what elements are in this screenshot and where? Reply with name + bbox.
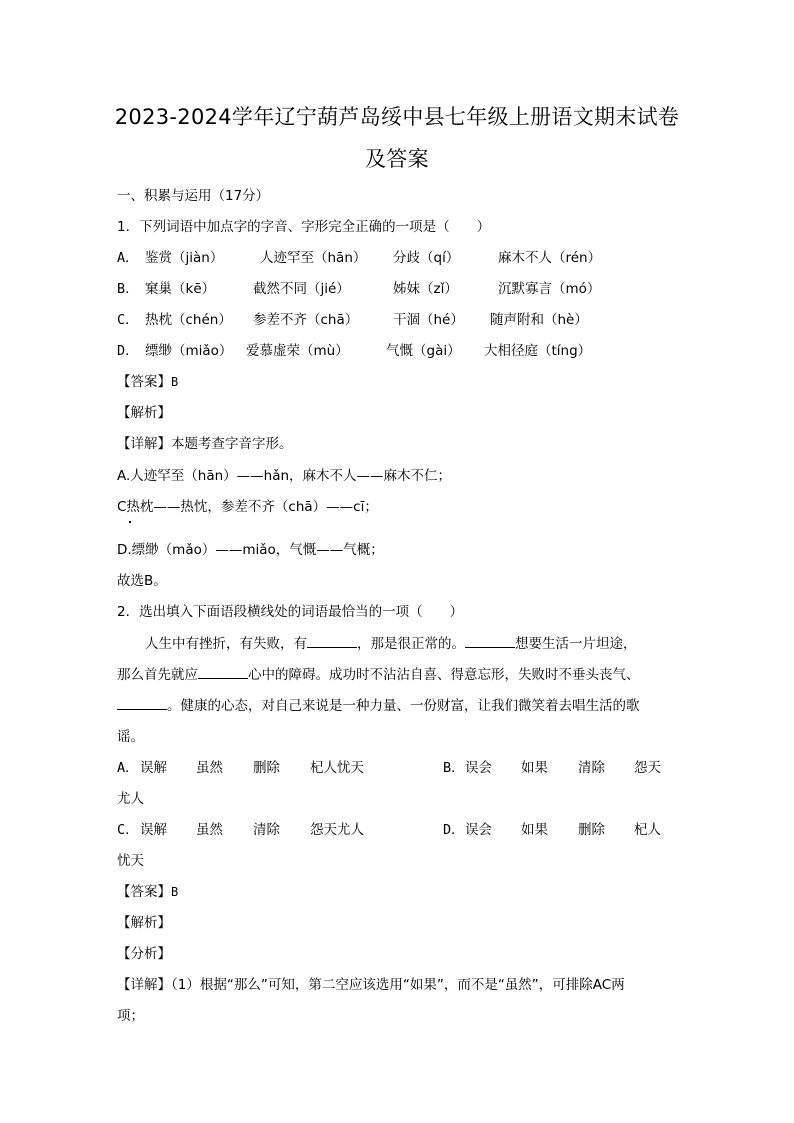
option-item: 怨天	[634, 760, 661, 776]
option-item: 大相径庭（tíng）	[484, 343, 592, 359]
option-item-wrap: 忧天	[117, 853, 144, 869]
question-2-detail	[117, 975, 625, 995]
option-item: 误会	[465, 760, 492, 776]
option-item: 怨天尤人	[310, 822, 364, 838]
option-label: C．	[117, 822, 139, 838]
passage-line	[117, 664, 640, 685]
fill-blank-2	[465, 633, 515, 648]
passage-text: 心中的障碍。成功时不沾沾自喜、得意忘形，失败时不垂头丧气、	[248, 667, 640, 683]
passage-text: 那么首先就应	[117, 667, 198, 683]
option-item: 缥缈（miǎo）	[145, 343, 233, 359]
document-title-continued: 及答案	[365, 147, 429, 171]
answer-label: 【答案】	[117, 884, 171, 900]
question-1-detail-line: A.人迹罕至（hān）——hǎn，麻木不人——麻木不仁；	[117, 468, 452, 484]
option-item: 干涸（hé）	[393, 312, 464, 328]
answer-label: 【答案】	[117, 374, 171, 390]
question-1-detail-line: C热枕——热忱，参差不齐（chā）——cī；	[117, 499, 378, 515]
option-item: 分歧（qí）	[393, 250, 460, 266]
option-item: 清除	[253, 822, 280, 838]
passage-text: 想要生活一片坦途，	[515, 636, 637, 652]
option-item: 热枕（chén）	[145, 312, 232, 328]
option-item: 随声附和（hè）	[490, 312, 588, 328]
question-2-analysis-label: 【解析】	[117, 915, 171, 931]
option-item: 截然不同（jié）	[253, 281, 350, 297]
answer-value: B	[171, 885, 179, 899]
option-item: 误解	[140, 822, 167, 838]
question-1-detail-line: D.缥缈（mǎo）——miǎo，气慨——气概；	[117, 542, 384, 558]
question-2-detail-wrap: 项；	[117, 1008, 144, 1024]
option-label: D．	[443, 822, 465, 838]
fill-blank-3	[198, 664, 248, 679]
passage-text: 。健康的心态，对自己来说是一种力量、一份财富，让我们微笑着去唱生活的歌	[167, 698, 640, 714]
option-item-wrap: 尤人	[117, 791, 144, 807]
passage-text: 人生中有挫折，有失败，有	[145, 636, 307, 652]
question-2-stem: 2．选出填入下面语段横线处的词语最恰当的一项（ ）	[117, 604, 464, 620]
option-item: 沉默寡言（mó）	[498, 281, 601, 297]
passage-line: 谣。	[117, 729, 144, 745]
detail-text: 本题考查字音字形。	[171, 436, 293, 452]
option-item: 虽然	[196, 760, 223, 776]
document-title: 2023-2024学年辽宁葫芦岛绥中县七年级上册语文期末试卷	[114, 105, 680, 129]
detail-label: 【详解】	[117, 977, 171, 993]
question-2-answer	[117, 882, 178, 902]
option-label: A．	[117, 250, 139, 266]
option-item: 杞人忧天	[310, 760, 364, 776]
question-1-answer	[117, 372, 178, 392]
option-item: 误会	[465, 822, 492, 838]
option-item: 姊妹（zǐ）	[393, 281, 458, 297]
option-label: B．	[117, 281, 139, 297]
option-item: 人迹罕至（hān）	[260, 250, 367, 266]
option-item: 删除	[253, 760, 280, 776]
option-item: 杞人	[634, 822, 661, 838]
option-item: 爱慕虚荣（mù）	[246, 343, 349, 359]
question-1-conclusion: 故选B。	[117, 573, 167, 589]
option-item: 鉴赏（jiàn）	[145, 250, 224, 266]
question-1-detail	[117, 434, 293, 454]
answer-value: B	[171, 375, 179, 389]
question-2-fenxi-label: 【分析】	[117, 946, 171, 962]
fill-blank-4	[117, 695, 167, 710]
option-label: D．	[117, 343, 139, 359]
fill-blank-1	[307, 633, 357, 648]
passage-line	[117, 695, 640, 716]
option-label: A．	[117, 760, 139, 776]
detail-label: 【详解】	[117, 436, 171, 452]
option-label: C．	[117, 312, 139, 328]
option-item: 气慨（gài）	[386, 343, 461, 359]
option-label: B．	[443, 760, 465, 776]
option-item: 清除	[578, 760, 605, 776]
option-item: 麻木不人（rén）	[498, 250, 602, 266]
option-item: 窠巢（kē）	[145, 281, 216, 297]
section-heading: 一、积累与运用（17分）	[117, 188, 270, 204]
option-item: 如果	[521, 760, 548, 776]
passage-text: ，那是很正常的。	[357, 636, 465, 652]
emphasis-dot-mark	[129, 521, 131, 523]
option-item: 参差不齐（chā）	[253, 312, 359, 328]
detail-text: （1）根据“那么”可知，第二空应该选用“如果”，而不是“虽然”，可排除AC两	[171, 977, 625, 993]
question-1-analysis-label: 【解析】	[117, 405, 171, 421]
question-1-stem: 1．下列词语中加点字的字音、字形完全正确的一项是（ ）	[117, 219, 491, 235]
option-item: 误解	[140, 760, 167, 776]
passage-line	[145, 633, 637, 654]
option-item: 虽然	[196, 822, 223, 838]
option-item: 如果	[521, 822, 548, 838]
option-item: 删除	[578, 822, 605, 838]
